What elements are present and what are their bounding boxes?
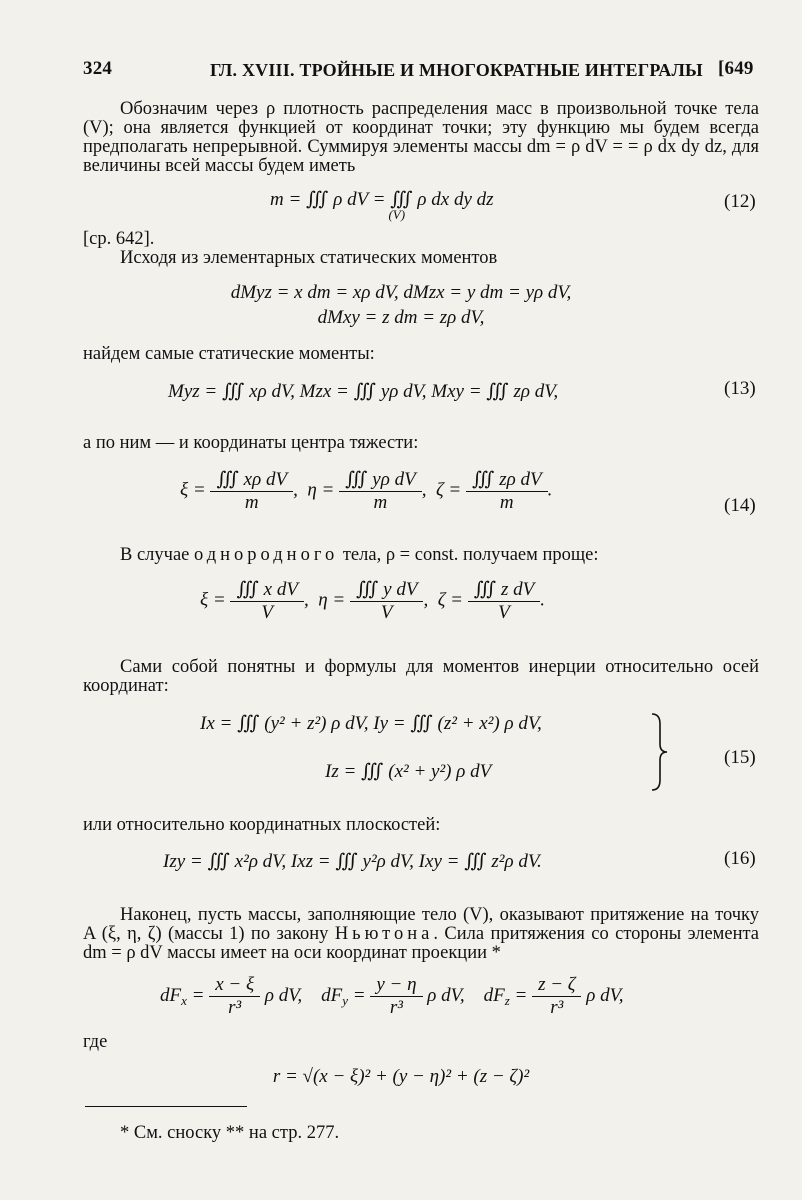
eq14-xi-denominator: m xyxy=(244,492,259,513)
homogeneous-text-a: В случае xyxy=(120,545,190,565)
section-number: [649 xyxy=(718,58,754,79)
paragraph-inertia: Сами собой понятны и формулы для моментов инерции относительно осей координат: xyxy=(83,657,759,696)
equation-13: Myz = ∭ xρ dV, Mzx = ∭ yρ dV, Mxy = ∭ zρ dV, xyxy=(168,381,559,402)
equation-12-region: (V) xyxy=(388,207,406,222)
equation-13-number: (13) xyxy=(724,378,756,399)
equation-15-number: (15) xyxy=(724,747,756,768)
eqh-eta-numerator: ∭ y dV xyxy=(350,578,424,602)
eq14-eta-numerator: ∭ yρ dV xyxy=(339,468,422,492)
eqh-zeta-denominator: V xyxy=(498,602,510,623)
equation-12-number: (12) xyxy=(724,191,756,212)
footnote-rule xyxy=(85,1106,247,1107)
force-y-numerator: y − η xyxy=(370,974,422,997)
paragraph-attraction xyxy=(83,906,759,963)
paragraph-density: Обозначим через ρ плотность распределения масс в произвольной точке тела (V); она является функцией от координат точки; эту функцию мы будем всегда предполагать непрерывной. Суммируя элементы массы dm = ρ dV = = ρ dx dy dz, для величины всей массы будем иметь xyxy=(83,99,759,176)
equation-16: Izy = ∭ x²ρ dV, Ixz = ∭ y²ρ dV, Ixy = ∭ z²ρ dV. xyxy=(163,851,542,872)
equation-12-formula: m = ∭ ρ dV = ∭ ρ dx dy dz xyxy=(270,189,494,210)
homogeneous-spaced-word: однородного xyxy=(194,545,339,565)
equation-14: ξ = $\frac{\text{∭ xρ dV}}{m}$ , η = $\frac{\text{∭ yρ dV}}{m}$ , ζ = $\frac{\text{∭ zρ dV}}{m}$ . xyxy=(180,469,553,513)
equation-15-brace xyxy=(648,712,670,792)
equation-15-line2: Iz = ∭ (x² + y²) ρ dV xyxy=(325,761,492,782)
force-x-denominator: r³ xyxy=(228,997,242,1018)
paragraph-homogeneous xyxy=(120,546,598,565)
equation-dm-line1: dMyz = x dm = xρ dV, dMzx = y dm = yρ dV, xyxy=(230,282,572,303)
where-word: где xyxy=(83,1032,108,1052)
attraction-spaced-word: Ньютона xyxy=(334,924,434,944)
equation-r: r = √(x − ξ)² + (y − η)² + (z − ζ)² xyxy=(272,1066,530,1087)
equation-15-line1: Ix = ∭ (y² + z²) ρ dV, Iy = ∭ (z² + x²) ρ dV, xyxy=(200,713,542,734)
eqh-xi-denominator: V xyxy=(261,602,274,623)
attraction-text-b: . Сила притяжения со стороны элемента dm = ρ dV массы имеет на оси координат проекции * xyxy=(83,924,759,963)
homogeneous-text-b: тела, ρ = const. получаем проще: xyxy=(342,545,599,565)
footnote: * См. сноску ** на стр. 277. xyxy=(120,1123,340,1143)
eqh-eta-denominator: V xyxy=(380,602,393,623)
force-x-numerator: x − ξ xyxy=(209,974,260,997)
force-z-denominator: r³ xyxy=(550,997,564,1018)
equation-force: $dF_x$ = $\frac{x - \xi}{\text{r³}}$ ρ dV, $dF_y$ = $\frac{y - \eta}{\text{r³}}$ ρ dV, $dF_z$ = $\frac{z - \zeta}{\text{r³}}$ ρ dV, xyxy=(160,974,624,1018)
reference-642: [ср. 642]. xyxy=(83,229,155,249)
eq14-zeta-numerator: ∭ zρ dV xyxy=(466,468,548,492)
force-y-denominator: r³ xyxy=(389,997,403,1018)
force-z-numerator: z − ζ xyxy=(532,974,581,997)
paragraph-planes: или относительно координатных плоскостей: xyxy=(83,815,441,835)
eqh-zeta-numerator: ∭ z dV xyxy=(468,578,540,602)
equation-dm-line2: dMxy = z dm = zρ dV, xyxy=(317,307,485,328)
eq14-zeta-denominator: m xyxy=(499,492,514,513)
equation-14-number: (14) xyxy=(724,495,756,516)
paragraph-elementary-moments: Исходя из элементарных статических моментов xyxy=(120,248,498,268)
attraction-text-a: Наконец, пусть массы, заполняющие тело (V), оказывают притяжение на точку A (ξ, η, ζ) (массы 1) по закону xyxy=(83,905,759,944)
chapter-title: ГЛ. XVIII. ТРОЙНЫЕ И МНОГОКРАТНЫЕ ИНТЕГРАЛЫ xyxy=(210,60,703,80)
eq14-eta-denominator: m xyxy=(373,492,388,513)
equation-16-number: (16) xyxy=(724,848,756,869)
page-number: 324 xyxy=(83,58,113,79)
equation-12 xyxy=(270,188,494,223)
equation-homogeneous: ξ = $\frac{\text{∭ x dV}}{V}$ , η = $\frac{\text{∭ y dV}}{V}$ , ζ = $\frac{\text{∭ z dV}}{V}$ . xyxy=(200,579,545,623)
eq14-xi-numerator: ∭ xρ dV xyxy=(210,468,293,492)
paragraph-center-of-mass: а по ним — и координаты центра тяжести: xyxy=(83,433,419,453)
eqh-xi-numerator: ∭ x dV xyxy=(230,578,304,602)
paragraph-static-moments: найдем самые статические моменты: xyxy=(83,344,375,364)
